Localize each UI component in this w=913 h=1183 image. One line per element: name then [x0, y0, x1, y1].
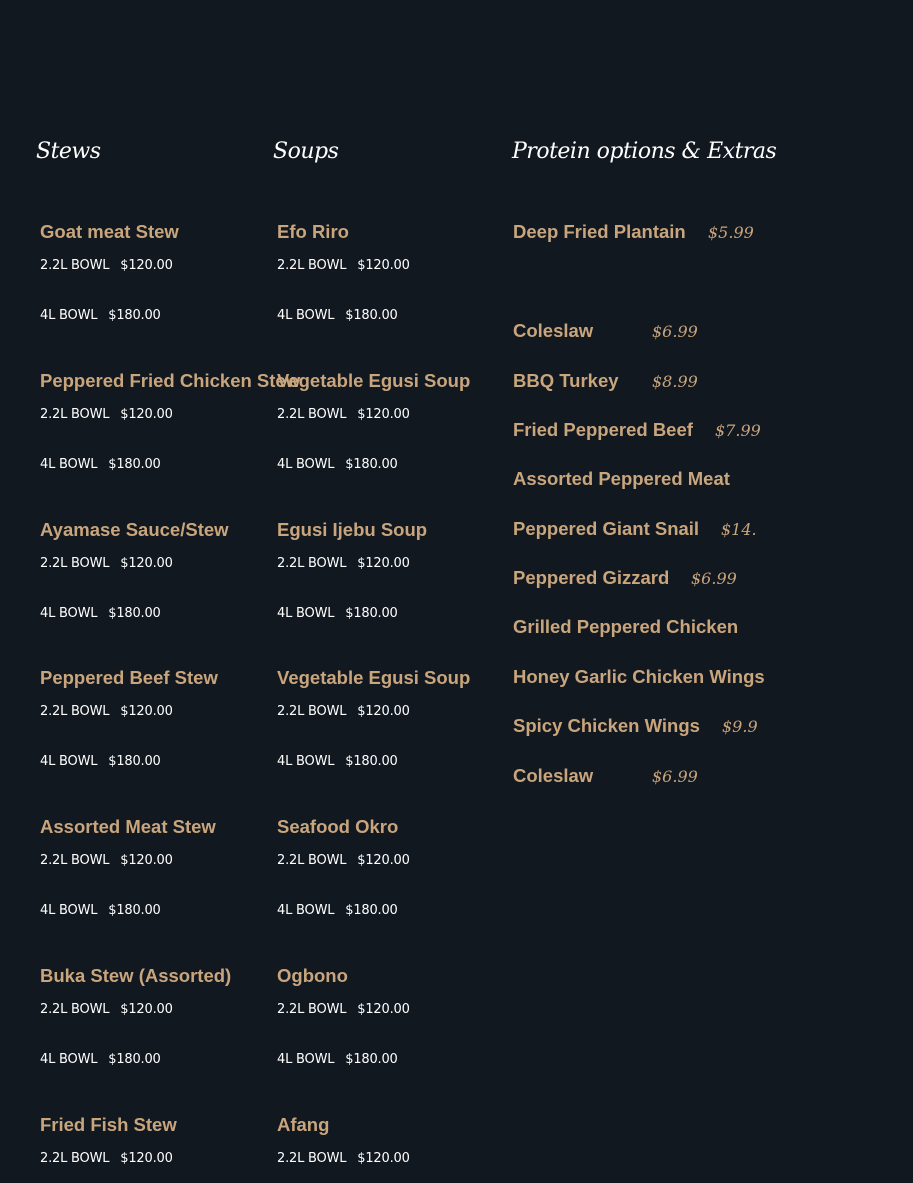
size-label: 4L BOWL: [277, 308, 335, 323]
extra-item[interactable]: [513, 417, 913, 443]
extra-item[interactable]: [513, 318, 913, 344]
size-price: $180.00: [108, 457, 161, 472]
size-option: [40, 455, 161, 475]
size-label: 2.2L BOWL: [277, 853, 347, 868]
extra-name: Peppered Gizzard: [513, 567, 670, 588]
size-option: [277, 702, 410, 722]
size-price: $180.00: [108, 903, 161, 918]
extra-name: Spicy Chicken Wings: [513, 715, 700, 736]
extra-item[interactable]: [513, 763, 913, 789]
size-option: [277, 405, 410, 425]
size-label: 2.2L BOWL: [40, 556, 110, 571]
size-price: $180.00: [345, 903, 398, 918]
extra-price: $5.99: [708, 223, 754, 242]
size-option: [40, 901, 161, 921]
extra-price: $14.: [721, 520, 757, 539]
soups-heading: Soups: [273, 139, 339, 164]
size-label: 2.2L BOWL: [40, 258, 110, 273]
size-price: $180.00: [108, 754, 161, 769]
item-name: Peppered Beef Stew: [40, 667, 218, 688]
size-price: $120.00: [357, 258, 410, 273]
size-label: 2.2L BOWL: [277, 1151, 347, 1166]
extra-price: $9.9: [722, 717, 758, 736]
item-name: Ogbono: [277, 965, 348, 986]
size-option: [40, 1000, 173, 1020]
size-price: $180.00: [345, 606, 398, 621]
item-name: Vegetable Egusi Soup: [277, 667, 471, 688]
item-name: Ayamase Sauce/Stew: [40, 519, 229, 540]
size-option: [277, 901, 398, 921]
size-label: 4L BOWL: [40, 457, 98, 472]
size-price: $120.00: [120, 556, 173, 571]
item-name: Afang: [277, 1114, 330, 1135]
size-label: 4L BOWL: [40, 754, 98, 769]
extra-item[interactable]: [513, 368, 913, 394]
extra-price: $6.99: [691, 569, 737, 588]
extra-item[interactable]: [513, 713, 913, 739]
size-price: $120.00: [357, 556, 410, 571]
size-price: $180.00: [345, 457, 398, 472]
item-name: Peppered Fried Chicken Stew: [40, 370, 301, 391]
size-option: [40, 851, 173, 871]
stews-column: [36, 0, 301, 1183]
size-label: 4L BOWL: [40, 1052, 98, 1067]
size-label: 2.2L BOWL: [277, 556, 347, 571]
size-label: 4L BOWL: [40, 903, 98, 918]
size-option: [277, 604, 398, 624]
extra-name: Deep Fried Plantain: [513, 221, 686, 242]
item-name: Vegetable Egusi Soup: [277, 370, 471, 391]
extra-item[interactable]: [513, 466, 913, 492]
size-label: 2.2L BOWL: [40, 407, 110, 422]
extra-price: $6.99: [652, 767, 698, 786]
item-name: Buka Stew (Assorted): [40, 965, 232, 986]
stews-heading: Stews: [36, 139, 101, 164]
size-label: 4L BOWL: [277, 1052, 335, 1067]
extra-name: Honey Garlic Chicken Wings: [513, 666, 765, 687]
size-label: 4L BOWL: [277, 457, 335, 472]
size-option: [40, 1050, 161, 1070]
size-option: [277, 851, 410, 871]
size-price: $120.00: [120, 704, 173, 719]
size-price: $120.00: [357, 1002, 410, 1017]
size-option: [277, 455, 398, 475]
extra-name: Grilled Peppered Chicken: [513, 616, 739, 637]
extra-price: $6.99: [652, 322, 698, 341]
size-option: [277, 554, 410, 574]
extras-column: [512, 0, 777, 1183]
size-price: $120.00: [120, 1002, 173, 1017]
extra-item[interactable]: [513, 219, 913, 245]
size-option: [40, 604, 161, 624]
extras-heading: Protein options & Extras: [512, 139, 777, 164]
extra-item[interactable]: [513, 614, 913, 640]
item-name: Assorted Meat Stew: [40, 816, 216, 837]
extra-name: Assorted Peppered Meat: [513, 468, 730, 489]
extra-name: Coleslaw: [513, 765, 594, 786]
size-price: $120.00: [357, 853, 410, 868]
size-price: $120.00: [357, 407, 410, 422]
size-option: [40, 702, 173, 722]
extra-price: $7.99: [715, 421, 761, 440]
extra-name: BBQ Turkey: [513, 370, 619, 391]
size-price: $180.00: [345, 308, 398, 323]
size-label: 2.2L BOWL: [40, 1002, 110, 1017]
size-price: $120.00: [357, 1151, 410, 1166]
size-label: 4L BOWL: [277, 903, 335, 918]
size-price: $120.00: [120, 853, 173, 868]
size-option: [277, 752, 398, 772]
extra-item[interactable]: [513, 664, 913, 690]
extra-item[interactable]: [513, 516, 913, 542]
item-name: Seafood Okro: [277, 816, 399, 837]
size-label: 2.2L BOWL: [40, 704, 110, 719]
size-option: [277, 1000, 410, 1020]
size-price: $180.00: [108, 1052, 161, 1067]
size-label: 4L BOWL: [277, 754, 335, 769]
item-name: Fried Fish Stew: [40, 1114, 177, 1135]
size-label: 2.2L BOWL: [40, 853, 110, 868]
size-option: [40, 405, 173, 425]
size-option: [40, 752, 161, 772]
extra-item[interactable]: [513, 565, 913, 591]
size-price: $120.00: [120, 258, 173, 273]
size-option: [40, 1149, 173, 1169]
size-label: 4L BOWL: [40, 308, 98, 323]
size-price: $120.00: [120, 1151, 173, 1166]
size-price: $180.00: [345, 1052, 398, 1067]
size-label: 2.2L BOWL: [277, 704, 347, 719]
size-price: $120.00: [120, 407, 173, 422]
extra-name: Fried Peppered Beef: [513, 419, 693, 440]
size-option: [277, 1050, 398, 1070]
size-option: [40, 306, 161, 326]
size-label: 4L BOWL: [40, 606, 98, 621]
size-label: 2.2L BOWL: [277, 258, 347, 273]
size-option: [277, 306, 398, 326]
size-option: [277, 1149, 410, 1169]
size-option: [277, 256, 410, 276]
soups-column: [273, 0, 513, 1183]
size-option: [40, 554, 173, 574]
extra-price: $8.99: [652, 372, 698, 391]
size-label: 4L BOWL: [277, 606, 335, 621]
size-label: 2.2L BOWL: [40, 1151, 110, 1166]
size-option: [40, 256, 173, 276]
item-name: Efo Riro: [277, 221, 349, 242]
size-price: $180.00: [108, 308, 161, 323]
size-label: 2.2L BOWL: [277, 407, 347, 422]
size-label: 2.2L BOWL: [277, 1002, 347, 1017]
extra-name: Coleslaw: [513, 320, 594, 341]
size-price: $120.00: [357, 704, 410, 719]
size-price: $180.00: [345, 754, 398, 769]
item-name: Egusi Ijebu Soup: [277, 519, 428, 540]
extra-name: Peppered Giant Snail: [513, 518, 700, 539]
item-name: Goat meat Stew: [40, 221, 179, 242]
size-price: $180.00: [108, 606, 161, 621]
